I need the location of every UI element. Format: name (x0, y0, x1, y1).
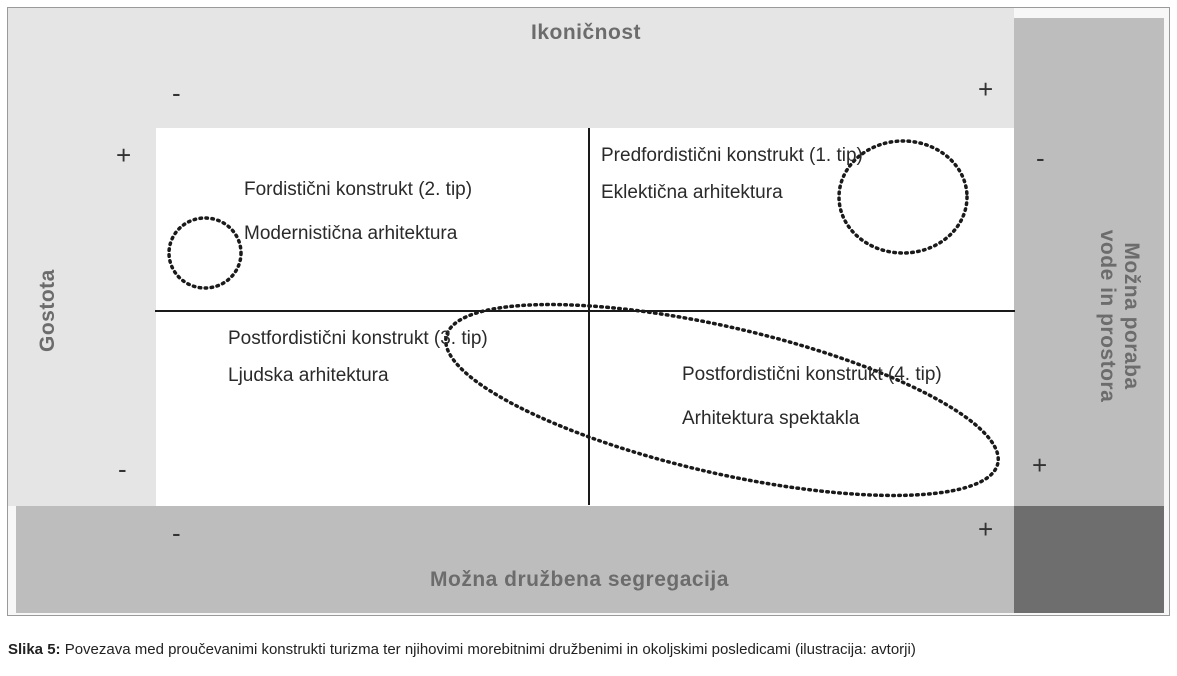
right-axis-title-line2: vode in prostora (1096, 229, 1119, 403)
sign-top-right: + (978, 74, 994, 104)
sign-right-top: - (1036, 143, 1045, 173)
dotted-circle-type-2 (169, 218, 241, 288)
bottom-axis-title: Možna družbena segregacija (430, 568, 729, 591)
quadrant-bottom-right-subtitle: Arhitektura spektakla (682, 408, 860, 429)
sign-right-bottom: + (1032, 450, 1048, 480)
sign-left-top: + (116, 140, 132, 170)
quadrant-bottom-right-title: Postfordistični konstrukt (4. tip) (682, 364, 942, 385)
top-axis-title: Ikoničnost (531, 21, 642, 44)
quadrant-top-right-subtitle: Eklektična arhitektura (601, 182, 783, 203)
quadrant-top-left-title: Fordistični konstrukt (2. tip) (244, 179, 473, 200)
figure-caption (8, 641, 916, 658)
quadrant-bottom-left-title: Postfordistični konstrukt (3. tip) (228, 328, 488, 349)
caption-label: Slika 5: (8, 641, 61, 658)
caption-text: Povezava med proučevanimi konstrukti turizma ter njihovimi morebitnimi družbenimi in okoljskimi posledicami (ilustracija: avtorji) (60, 641, 916, 658)
left-axis-title: Gostota (36, 269, 59, 352)
quadrant-top-right-title: Predfordistični konstrukt (1. tip) (601, 145, 863, 166)
right-axis-title-line1: Možna poraba (1120, 242, 1143, 390)
dotted-ellipse-types-3-4 (430, 265, 1014, 535)
quadrant-bottom-left-subtitle: Ljudska arhitektura (228, 365, 389, 386)
sign-top-left: - (172, 78, 181, 108)
right-axis-title (1091, 211, 1143, 421)
sign-bottom-right: + (978, 514, 994, 544)
sign-bottom-left: - (172, 518, 181, 548)
sign-left-bottom: - (118, 454, 127, 484)
quadrant-top-left-subtitle: Modernistična arhitektura (244, 223, 458, 244)
